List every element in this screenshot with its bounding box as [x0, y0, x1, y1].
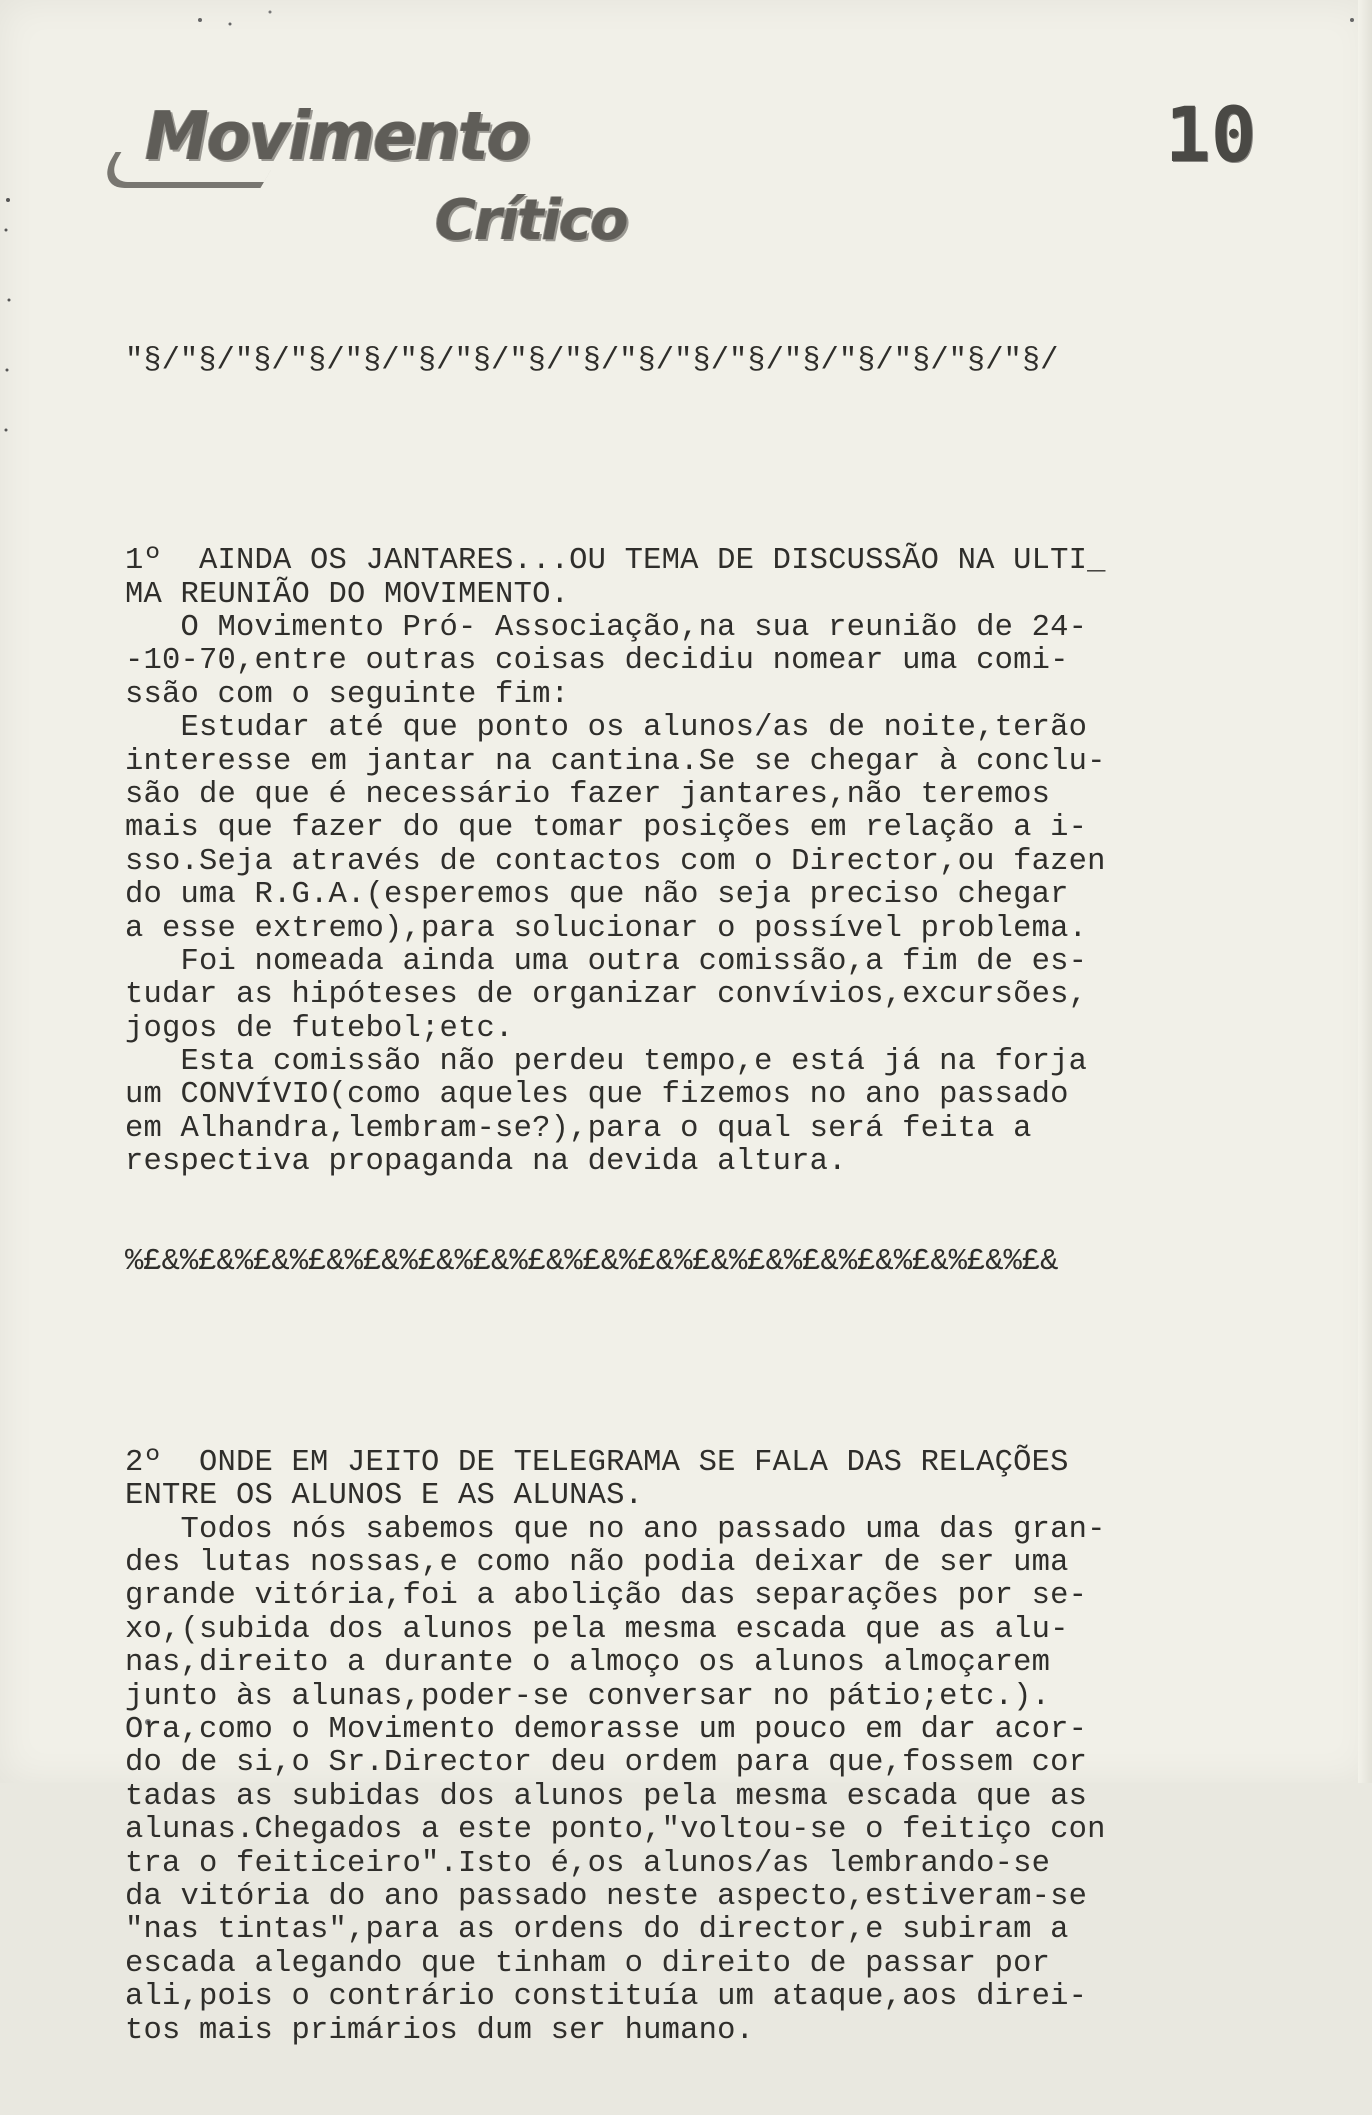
text-line: 1º AINDA OS JANTARES...OU TEMA DE DISCUSSÃO NA ULTI_ — [125, 544, 1106, 579]
text-line: escada alegando que tinham o direito de passar por — [125, 1946, 1051, 1981]
text-line: junto às alunas,poder-se conversar no pátio;etc.). — [125, 1679, 1051, 1714]
divider-middle: %£&%£&%£&%£&%£&%£&%£&%£&%£&%£&%£&%£&%£&%£&%£&%£&%£& — [125, 1245, 1059, 1280]
page-edge — [1358, 0, 1372, 1783]
text-line: ssão com o seguinte fim: — [125, 677, 570, 712]
text-line: do uma R.G.A.(esperemos que não seja preciso chegar — [125, 878, 1069, 913]
text-line: ali,pois o contrário constituía um ataque,aos direi- — [125, 1980, 1088, 2015]
text-line: xo,(subida dos alunos pela mesma escada que as alu- — [125, 1612, 1069, 1647]
text-line: Estudar até que ponto os alunos/as de noite,terão — [125, 711, 1088, 746]
text-line: MA REUNIÃO DO MOVIMENTO. — [125, 577, 570, 612]
text-line: Ora,como o Movimento demorasse um pouco em dar acor- — [125, 1712, 1088, 1747]
text-line: O Movimento Pró- Associação,na sua reunião de 24- — [125, 611, 1088, 645]
text-line: a esse extremo),para solucionar o possível problema. — [125, 911, 1088, 946]
text-line: Foi nomeada ainda uma outra comissão,a fim de es- — [125, 944, 1088, 979]
text-line: nas,direito a durante o almoço os alunos almoçarem — [125, 1646, 1051, 1681]
masthead-subtitle: Crítico — [435, 188, 627, 253]
section-2 — [125, 1447, 1255, 2048]
issue-number: 10 — [1165, 90, 1257, 179]
text-line: jogos de futebol;etc. — [125, 1011, 514, 1046]
text-line: tudar as hipóteses de organizar convívios,excursões, — [125, 978, 1088, 1013]
text-line: grande vitória,foi a abolição das separações por se- — [125, 1579, 1088, 1614]
text-line: mais que fazer do que tomar posições em relação a i- — [125, 811, 1088, 846]
text-line: "nas tintas",para as ordens do director,e subiram a — [125, 1913, 1069, 1948]
divider-top: "§/"§/"§/"§/"§/"§/"§/"§/"§/"§/"§/"§/"§/"§/"§/"§/"§/ — [125, 343, 1059, 378]
masthead — [105, 100, 865, 280]
typewritten-body — [125, 278, 1255, 2115]
text-line: tadas as subidas dos alunos pela mesma escada que as — [125, 1779, 1088, 1814]
masthead-title: Movimento — [145, 98, 529, 176]
text-line: tos mais primários dum ser humano. — [125, 2013, 755, 2048]
text-line: -10-70,entre outras coisas decidiu nomear uma comi- — [125, 644, 1069, 679]
text-line: respectiva propaganda na devida altura. — [125, 1145, 847, 1180]
text-line: alunas.Chegados a este ponto,"voltou-se o feitiço con — [125, 1813, 1106, 1848]
text-line: tra o feiticeiro".Isto é,os alunos/as lembrando-se — [125, 1846, 1051, 1881]
text-line: do de si,o Sr.Director deu ordem para que,fossem cor — [125, 1746, 1088, 1781]
text-line: sso.Seja através de contactos com o Director,ou fazen — [125, 844, 1106, 879]
text-line: des lutas nossas,e como não podia deixar de ser uma — [125, 1546, 1069, 1581]
section-1 — [125, 545, 1255, 1179]
text-line: Todos nós sabemos que no ano passado uma das gran- — [125, 1512, 1106, 1547]
text-line: Esta comissão não perdeu tempo,e está já na forja — [125, 1045, 1088, 1080]
text-line: são de que é necessário fazer jantares,não teremos — [125, 777, 1051, 812]
text-line: em Alhandra,lembram-se?),para o qual será feita a — [125, 1111, 1032, 1146]
text-line: ENTRE OS ALUNOS E AS ALUNAS. — [125, 1479, 644, 1514]
text-line: interesse em jantar na cantina.Se se chegar à conclu- — [125, 744, 1106, 779]
text-line: um CONVÍVIO(como aqueles que fizemos no ano passado — [125, 1078, 1069, 1113]
text-line: 2º ONDE EM JEITO DE TELEGRAMA SE FALA DAS RELAÇÕES — [125, 1445, 1069, 1480]
text-line: da vitória do ano passado neste aspecto,estiveram-se — [125, 1879, 1088, 1914]
